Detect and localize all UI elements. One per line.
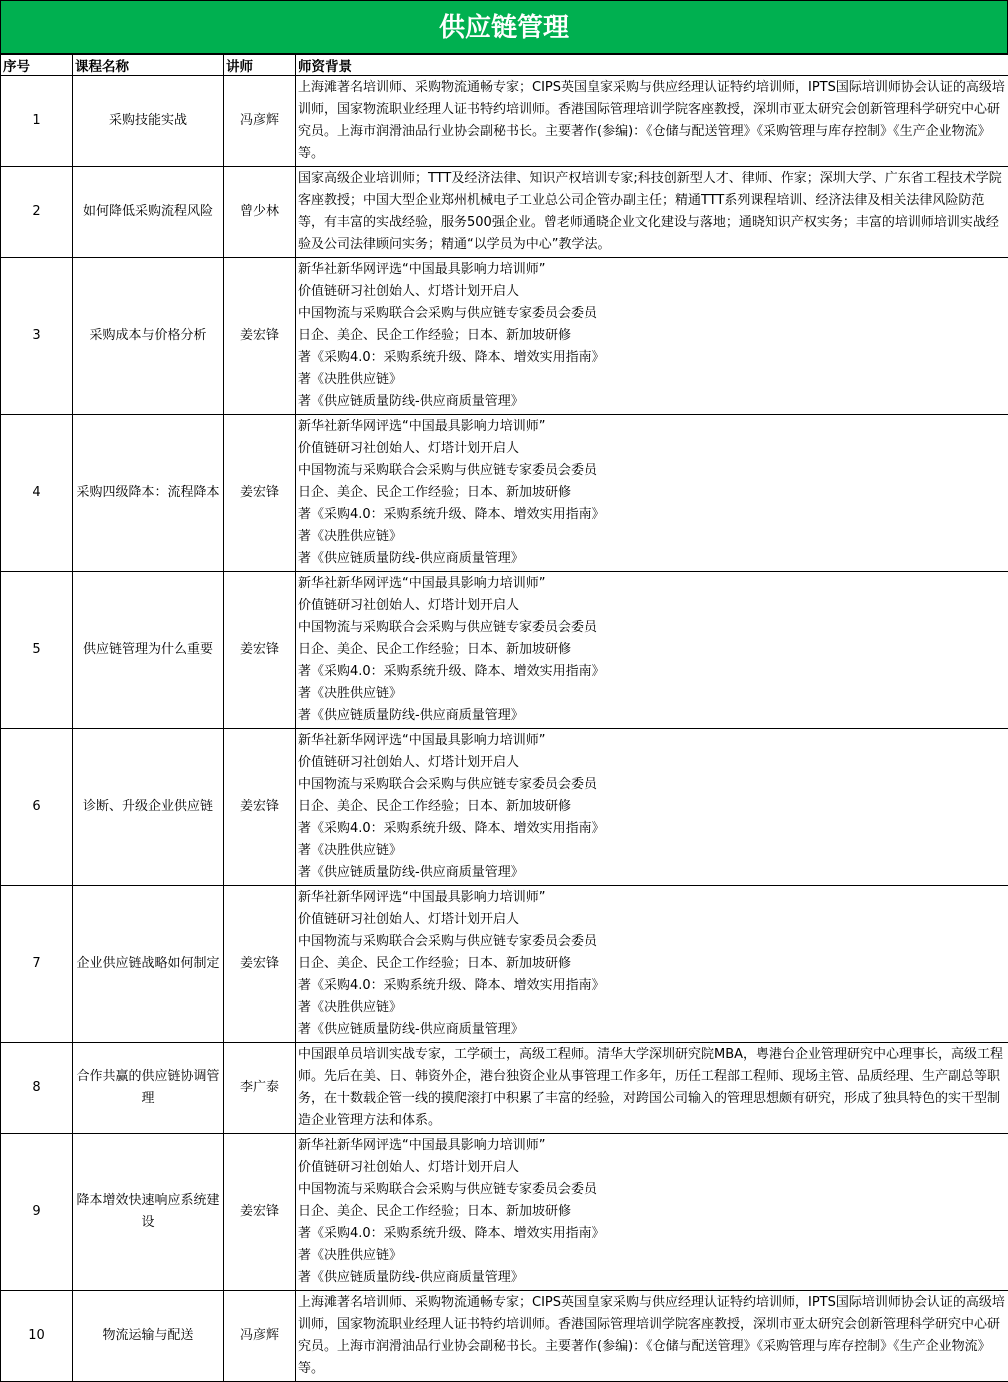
- cell-background: [296, 1291, 1008, 1382]
- background-line: 新华社新华网评选“中国最具影响力培训师”: [298, 887, 1005, 909]
- cell-course: 采购四级降本：流程降本: [73, 415, 224, 572]
- cell-no: 1: [1, 76, 73, 167]
- cell-course: 企业供应链战略如何制定: [73, 886, 224, 1043]
- header-background: 师资背景: [296, 55, 1008, 76]
- background-line: 日企、美企、民企工作经验；日本、新加坡研修: [298, 953, 1005, 975]
- cell-background: [296, 415, 1008, 572]
- table-row: [1, 76, 1008, 167]
- background-line: 著《采购4.0：采购系统升级、降本、增效实用指南》: [298, 818, 1005, 840]
- background-line: 新华社新华网评选“中国最具影响力培训师”: [298, 573, 1005, 595]
- background-line: 著《采购4.0：采购系统升级、降本、增效实用指南》: [298, 661, 1005, 683]
- cell-background: [296, 1134, 1008, 1291]
- background-line: 日企、美企、民企工作经验；日本、新加坡研修: [298, 796, 1005, 818]
- background-line: 价值链研习社创始人、灯塔计划开启人: [298, 595, 1005, 617]
- background-line: 中国物流与采购联合会采购与供应链专家委员会委员: [298, 1179, 1005, 1201]
- table-row: [1, 1134, 1008, 1291]
- background-line: 著《决胜供应链》: [298, 840, 1005, 862]
- background-line: 著《决胜供应链》: [298, 1245, 1005, 1267]
- cell-background: [296, 76, 1008, 167]
- background-line: 著《供应链质量防线-供应商质量管理》: [298, 391, 1005, 413]
- table-row: [1, 572, 1008, 729]
- background-line: 著《供应链质量防线-供应商质量管理》: [298, 705, 1005, 727]
- background-line: 著《供应链质量防线-供应商质量管理》: [298, 1267, 1005, 1289]
- cell-no: 6: [1, 729, 73, 886]
- cell-background: [296, 1043, 1008, 1134]
- cell-course: 合作共赢的供应链协调管理: [73, 1043, 224, 1134]
- background-line: 上海滩著名培训师、采购物流通畅专家；CIPS英国皇家采购与供应经理认证特约培训师，IPTS国际培训师协会认证的高级培训师，国家物流职业经理人证书特约培训师。香港国际管理培训学院客座教授，深圳市亚太研究会创新管理科学研究中心研究员。上海市润滑油品行业协会副秘书长。主要著作(参编)：《仓储与配送管理》《采购管理与库存控制》《生产企业物流》等。: [298, 77, 1005, 165]
- cell-no: 3: [1, 258, 73, 415]
- background-line: 新华社新华网评选“中国最具影响力培训师”: [298, 1135, 1005, 1157]
- background-line: 著《供应链质量防线-供应商质量管理》: [298, 862, 1005, 884]
- cell-no: 2: [1, 167, 73, 258]
- cell-teacher: 曾少林: [224, 167, 296, 258]
- cell-course: 诊断、升级企业供应链: [73, 729, 224, 886]
- background-line: 著《决胜供应链》: [298, 526, 1005, 548]
- cell-teacher: 姜宏锋: [224, 258, 296, 415]
- background-line: 价值链研习社创始人、灯塔计划开启人: [298, 281, 1005, 303]
- background-line: 中国物流与采购联合会采购与供应链专家委员会委员: [298, 774, 1005, 796]
- table-row: [1, 415, 1008, 572]
- cell-teacher: 姜宏锋: [224, 415, 296, 572]
- header-teacher: 讲师: [224, 55, 296, 76]
- table-row: [1, 1043, 1008, 1134]
- background-line: 著《采购4.0：采购系统升级、降本、增效实用指南》: [298, 347, 1005, 369]
- background-line: 著《决胜供应链》: [298, 683, 1005, 705]
- background-line: 价值链研习社创始人、灯塔计划开启人: [298, 438, 1005, 460]
- cell-teacher: 姜宏锋: [224, 886, 296, 1043]
- cell-teacher: 姜宏锋: [224, 1134, 296, 1291]
- cell-course: 供应链管理为什么重要: [73, 572, 224, 729]
- cell-background: [296, 167, 1008, 258]
- cell-no: 4: [1, 415, 73, 572]
- cell-course: 采购成本与价格分析: [73, 258, 224, 415]
- cell-teacher: 冯彦辉: [224, 1291, 296, 1382]
- background-line: 国家高级企业培训师；TTT及经济法律、知识产权培训专家;科技创新型人才、律师、作家；深圳大学、广东省工程技术学院客座教授；中国大型企业郑州机械电子工业总公司企管办副主任；精通TTT系列课程培训、经济法律及相关法律风险防范等，有丰富的实战经验，服务500强企业。曾老师通晓企业文化建设与落地；通晓知识产权实务；丰富的培训师培训实战经验及公司法律顾问实务；精通“以学员为中心”教学法。: [298, 168, 1005, 256]
- background-line: 中国物流与采购联合会采购与供应链专家委员会委员: [298, 460, 1005, 482]
- cell-no: 9: [1, 1134, 73, 1291]
- background-line: 著《采购4.0：采购系统升级、降本、增效实用指南》: [298, 504, 1005, 526]
- cell-teacher: 李广泰: [224, 1043, 296, 1134]
- cell-teacher: 姜宏锋: [224, 572, 296, 729]
- sheet-title: 供应链管理: [0, 0, 1008, 54]
- background-line: 日企、美企、民企工作经验；日本、新加坡研修: [298, 1201, 1005, 1223]
- header-no: 序号: [1, 55, 73, 76]
- background-line: 价值链研习社创始人、灯塔计划开启人: [298, 752, 1005, 774]
- cell-course: 物流运输与配送: [73, 1291, 224, 1382]
- background-line: 上海滩著名培训师、采购物流通畅专家；CIPS英国皇家采购与供应经理认证特约培训师，IPTS国际培训师协会认证的高级培训师，国家物流职业经理人证书特约培训师。香港国际管理培训学院客座教授，深圳市亚太研究会创新管理科学研究中心研究员。上海市润滑油品行业协会副秘书长。主要著作(参编)：《仓储与配送管理》《采购管理与库存控制》《生产企业物流》等。: [298, 1292, 1005, 1380]
- background-line: 著《决胜供应链》: [298, 997, 1005, 1019]
- background-line: 日企、美企、民企工作经验；日本、新加坡研修: [298, 482, 1005, 504]
- background-line: 著《决胜供应链》: [298, 369, 1005, 391]
- table-row: [1, 167, 1008, 258]
- table-row: [1, 729, 1008, 886]
- table-row: [1, 886, 1008, 1043]
- header-course: 课程名称: [73, 55, 224, 76]
- background-line: 中国物流与采购联合会采购与供应链专家委员会委员: [298, 303, 1005, 325]
- cell-course: 如何降低采购流程风险: [73, 167, 224, 258]
- background-line: 中国物流与采购联合会采购与供应链专家委员会委员: [298, 931, 1005, 953]
- background-line: 著《采购4.0：采购系统升级、降本、增效实用指南》: [298, 975, 1005, 997]
- cell-teacher: 姜宏锋: [224, 729, 296, 886]
- background-line: 新华社新华网评选“中国最具影响力培训师”: [298, 259, 1005, 281]
- course-table: [0, 54, 1008, 1382]
- background-line: 著《供应链质量防线-供应商质量管理》: [298, 548, 1005, 570]
- background-line: 著《采购4.0：采购系统升级、降本、增效实用指南》: [298, 1223, 1005, 1245]
- table-row: [1, 258, 1008, 415]
- cell-background: [296, 886, 1008, 1043]
- cell-course: 采购技能实战: [73, 76, 224, 167]
- background-line: 日企、美企、民企工作经验；日本、新加坡研修: [298, 325, 1005, 347]
- background-line: 日企、美企、民企工作经验；日本、新加坡研修: [298, 639, 1005, 661]
- background-line: 新华社新华网评选“中国最具影响力培训师”: [298, 730, 1005, 752]
- cell-background: [296, 729, 1008, 886]
- cell-teacher: 冯彦辉: [224, 76, 296, 167]
- background-line: 中国物流与采购联合会采购与供应链专家委员会委员: [298, 617, 1005, 639]
- cell-no: 7: [1, 886, 73, 1043]
- background-line: 中国跟单员培训实战专家，工学硕士，高级工程师。清华大学深圳研究院MBA，粤港台企业管理研究中心理事长，高级工程师。先后在美、日、韩资外企，港台独资企业从事管理工作多年，历任工程部工程师、现场主管、品质经理、生产副总等职务，在十数载企管一线的摸爬滚打中积累了丰富的经验，对跨国公司输入的管理思想颇有研究，形成了独具特色的实干型制造企业管理方法和体系。: [298, 1044, 1005, 1132]
- cell-no: 8: [1, 1043, 73, 1134]
- table-body: [1, 76, 1008, 1382]
- background-line: 价值链研习社创始人、灯塔计划开启人: [298, 1157, 1005, 1179]
- cell-no: 10: [1, 1291, 73, 1382]
- cell-background: [296, 572, 1008, 729]
- cell-no: 5: [1, 572, 73, 729]
- background-line: 新华社新华网评选“中国最具影响力培训师”: [298, 416, 1005, 438]
- cell-background: [296, 258, 1008, 415]
- header-row: [1, 55, 1008, 76]
- cell-course: 降本增效快速响应系统建设: [73, 1134, 224, 1291]
- background-line: 价值链研习社创始人、灯塔计划开启人: [298, 909, 1005, 931]
- table-row: [1, 1291, 1008, 1382]
- background-line: 著《供应链质量防线-供应商质量管理》: [298, 1019, 1005, 1041]
